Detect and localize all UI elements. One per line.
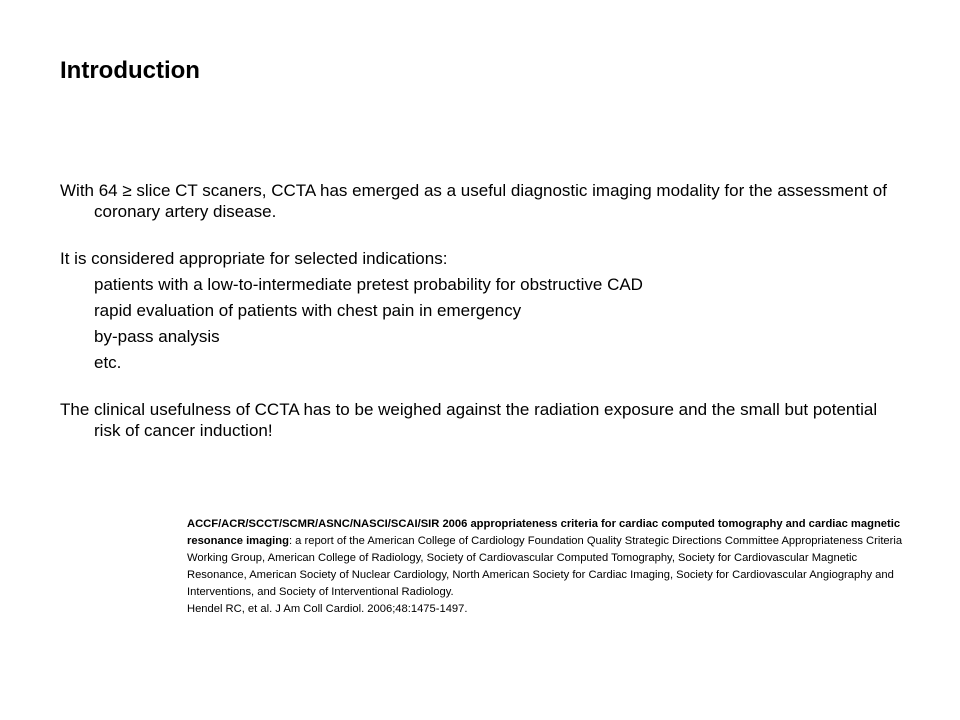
indication-item: by-pass analysis <box>94 327 220 346</box>
indication-item: rapid evaluation of patients with chest pain in emergency <box>94 301 522 320</box>
indication-item: patients with a low-to-intermediate pretest probability for obstructive CAD <box>94 275 643 294</box>
paragraph-indications-intro: It is considered appropriate for selected indications: <box>60 249 448 268</box>
reference-block <box>187 516 907 618</box>
paragraph-ccta-emergence: With 64 ≥ slice CT scaners, CCTA has emerged as a useful diagnostic imaging modality for the assessment of coronary artery disease. <box>60 181 887 221</box>
reference-citation: Hendel RC, et al. J Am Coll Cardiol. 2006;48:1475-1497. <box>187 603 468 615</box>
reference-description: : a report of the American College of Cardiology Foundation Quality Strategic Directions Committee Appropriateness Criteria Working Group, American College of Radiology, Society of Cardiovascular Computed Tomography, Society for Cardiovascular Magnetic Resonance, American Society of Nuclear Cardiology, North American Society for Cardiac Imaging, Society for Cardiovascular Angiography and Interventions, and Society of Interventional Radiology. <box>187 535 903 598</box>
reference-title: ACCF/ACR/SCCT/SCMR/ASNC/NASCI/SCAI/SIR 2006 appropriateness criteria for cardiac computed tomography and cardiac magnetic resonance imaging <box>187 518 901 547</box>
paragraph-radiation-risk: The clinical usefulness of CCTA has to be weighed against the radiation exposure and the small but potential risk of cancer induction! <box>60 400 878 440</box>
indication-item: etc. <box>94 353 122 372</box>
slide-body <box>60 180 900 441</box>
slide-title: Introduction <box>60 57 200 84</box>
reference-text <box>187 516 907 601</box>
